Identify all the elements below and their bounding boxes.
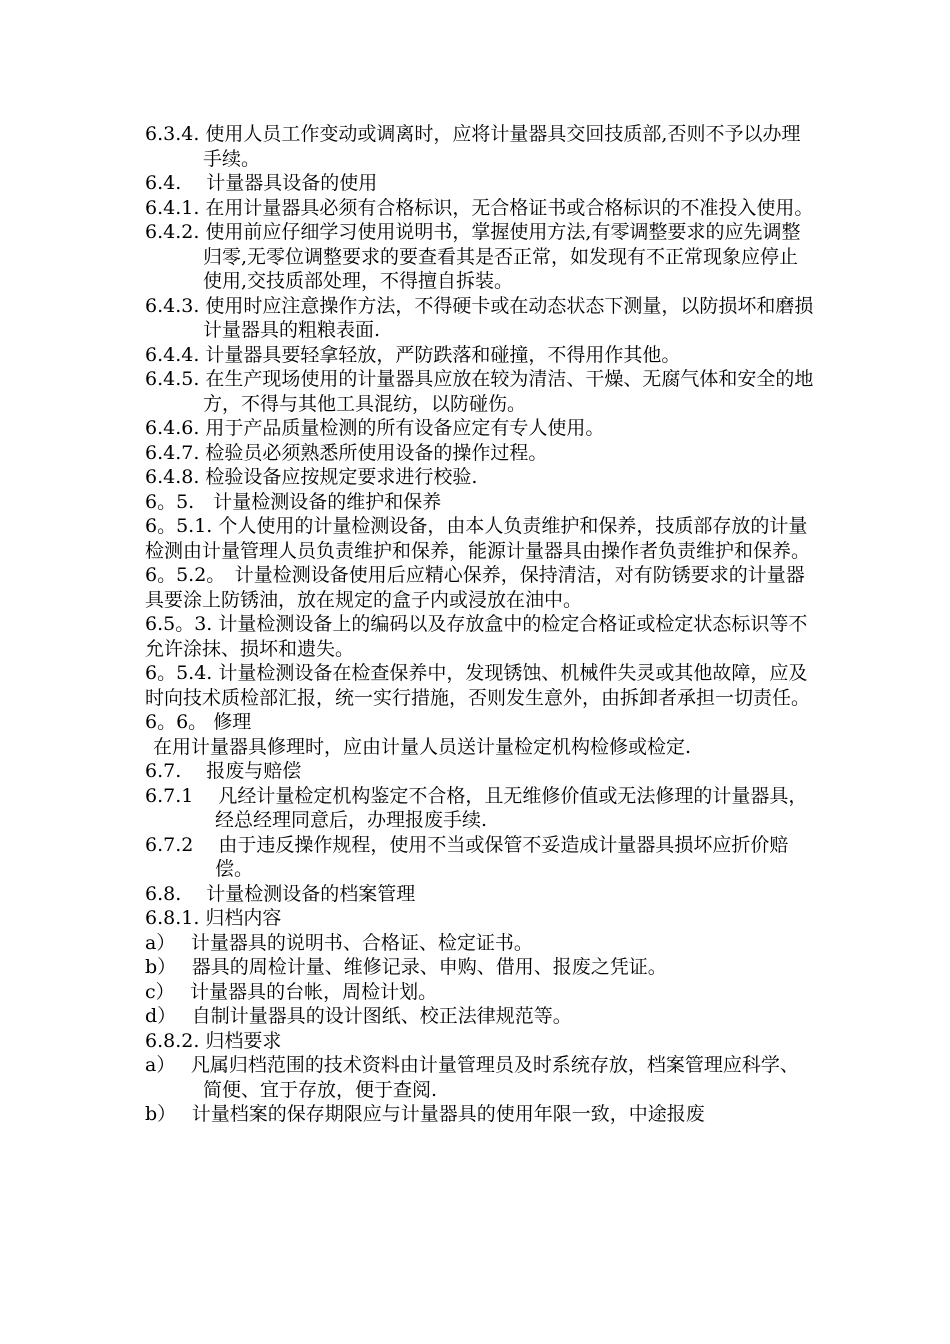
heading-6-7: 6.7. 报废与赔偿 [145,760,302,782]
heading-6-5: 6。5. 计量检测设备的维护和保养 [145,490,442,513]
clause-6-7-1: 6.7.1 凡经计量检定机构鉴定不合格，且无维修价值或无法修理的计量器具，经总经理同意后，办理报废手续. [145,784,808,831]
clause-6-4-7: 6.4.7. 检验员必须熟悉所使用设备的操作过程。 [145,441,548,464]
heading-6-8-1: 6.8.1. 归档内容 [145,907,282,929]
clause-6-4-6: 6.4.6. 用于产品质量检测的所有设备应定有专人使用。 [145,417,605,439]
clause-6-5-4: 6。5.4. 计量检测设备在检查保养中，发现锈蚀、机械件失灵或其他故障，应及时向技术质检部汇报，统一实行措施，否则发生意外，由拆卸者承担一切责任。 [145,662,811,709]
list-item-a-1: a） 计量器具的说明书、合格证、检定证书。 [145,931,533,954]
clause-6-7-2: 6.7.2 由于违反操作规程，使用不当或保管不妥造成计量器具损坏应折价赔偿。 [145,833,789,880]
clause-6-3-4: 6.3.4. 使用人员工作变动或调离时，应将计量器具交回技质部,否则不予以办理手续。 [145,123,801,170]
list-item-c-1: c） 计量器具的台帐，周检计划。 [145,980,438,1003]
clause-6-6-body: 在用计量器具修理时，应由计量人员送计量检定机构检修或检定. [153,735,692,758]
clause-6-4-3: 6.4.3. 使用时应注意操作方法，不得硬卡或在动态状态下测量，以防损坏和磨损计量器具的粗粮表面. [145,294,814,341]
list-item-a-2: a） 凡属归档范围的技术资料由计量管理员及时系统存放，档案管理应科学、简便、宜于存放，便于查阅. [145,1054,799,1101]
clause-6-5-3: 6.5。3. 计量检测设备上的编码以及存放盒中的检定合格证或检定状态标识等不允许涂抹、损坏和遗失。 [145,613,808,660]
clause-6-5-2: 6。5.2。 计量检测设备使用后应精心保养，保持清洁，对有防锈要求的计量器具要涂上防锈油，放在规定的盒子内或浸放在油中。 [145,564,805,611]
clause-6-4-4: 6.4.4. 计量器具要轻拿轻放，严防跌落和碰撞，不得用作其他。 [145,343,681,366]
list-item-b-2: b） 计量档案的保存期限应与计量器具的使用年限一致，中途报废 [145,1103,705,1125]
clause-6-4-8: 6.4.8. 检验设备应按规定要求进行校验. [145,466,478,488]
heading-6-8: 6.8. 计量检测设备的档案管理 [145,882,416,905]
clause-6-4-1: 6.4.1. 在用计量器具必须有合格标识，无合格证书或合格标识的不准投入使用。 [145,196,814,219]
document-page [145,122,815,1127]
heading-6-8-2: 6.8.2. 归档要求 [145,1029,282,1052]
clause-6-4-5: 6.4.5. 在生产现场使用的计量器具应放在较为清洁、干燥、无腐气体和安全的地方，不得与其他工具混纺，以防碰伤。 [145,368,814,415]
list-item-d-1: d） 自制计量器具的设计图纸、校正法律规范等。 [145,1005,572,1027]
list-item-b-1: b） 器具的周检计量、维修记录、申购、借用、报废之凭证。 [145,956,667,978]
clause-6-4-2: 6.4.2. 使用前应仔细学习使用说明书，掌握使用方法,有零调整要求的应先调整归零,无零位调整要求的要查看其是否正常，如发现有不正常现象应停止使用,交技质部处理，不得擅自拆装。 [145,221,801,292]
clause-6-5-1: 6。5.1. 个人使用的计量检测设备，由本人负责维护和保养，技质部存放的计量检测由计量管理人员负责维护和保养，能源计量器具由操作者负责维护和保养。 [145,515,811,562]
heading-6-6: 6。6。 修理 [145,711,252,733]
heading-6-4: 6.4. 计量器具设备的使用 [145,172,378,194]
